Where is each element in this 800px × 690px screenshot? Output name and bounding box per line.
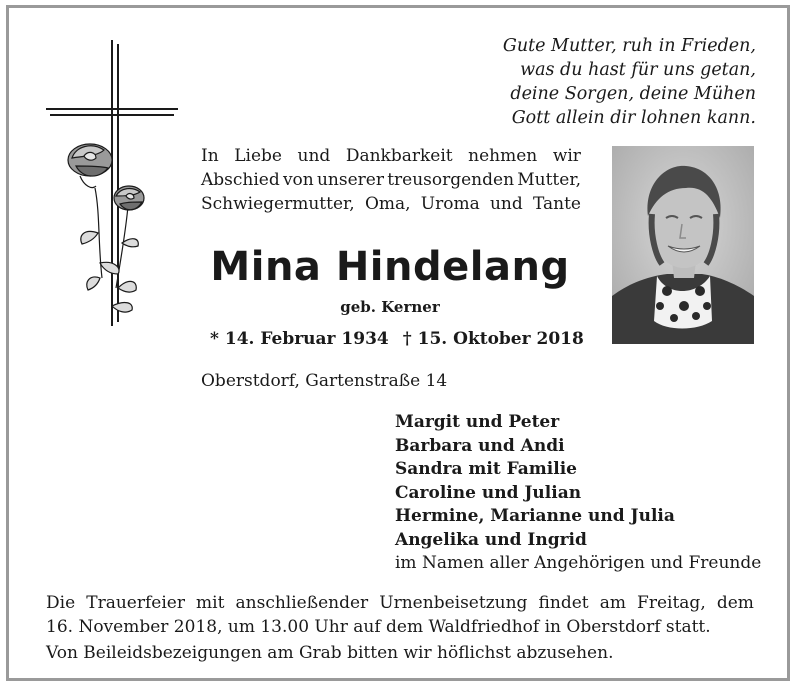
intro-text <box>201 144 581 216</box>
poem-line: Gott allein dir lohnen kann. <box>511 108 756 128</box>
family-member: Caroline und Julian <box>395 482 582 503</box>
service-line: Die Trauerfeier mit anschließender Urnenbeisetzung findet am Freitag, dem <box>46 593 754 613</box>
family-list <box>395 411 761 576</box>
deceased-name: Mina Hindelang <box>210 244 570 290</box>
poem-line: deine Sorgen, deine Mühen <box>510 84 756 104</box>
poem <box>436 34 756 130</box>
portrait-image <box>612 146 754 344</box>
intro-line: Abschied von unserer treusorgenden Mutter, <box>201 170 581 190</box>
service-info <box>46 591 754 665</box>
address: Oberstdorf, Gartenstraße 14 <box>201 371 448 391</box>
death-date: 15. Oktober 2018 <box>417 329 584 349</box>
family-member: Angelika und Ingrid <box>395 529 587 550</box>
life-dates <box>210 326 590 352</box>
family-member: Hermine, Marianne und Julia <box>395 506 675 526</box>
poem-line: was du hast für uns getan, <box>520 60 756 80</box>
birth-symbol: * <box>210 329 219 349</box>
portrait-photo <box>612 146 754 344</box>
condolence-note: Von Beileidsbezeigungen am Grab bitten wir höflichst abzusehen. <box>46 643 614 663</box>
maiden-name: geb. Kerner <box>340 298 440 316</box>
family-member: Sandra mit Familie <box>395 459 577 479</box>
birth-date: 14. Februar 1934 <box>224 329 389 349</box>
family-closing: im Namen aller Angehörigen und Freunde <box>395 553 762 573</box>
cross-with-roses-icon <box>40 38 185 328</box>
family-member: Margit und Peter <box>395 412 560 432</box>
service-line: 16. November 2018, um 13.00 Uhr auf dem Waldfriedhof in Oberstdorf statt. <box>46 617 711 637</box>
poem-line: Gute Mutter, ruh in Frieden, <box>502 36 756 56</box>
death-symbol: † <box>402 329 412 349</box>
intro-line: In Liebe und Dankbarkeit nehmen wir <box>201 146 581 166</box>
intro-line: Schwiegermutter, Oma, Uroma und Tante <box>201 194 581 214</box>
family-member: Barbara und Andi <box>395 435 565 456</box>
